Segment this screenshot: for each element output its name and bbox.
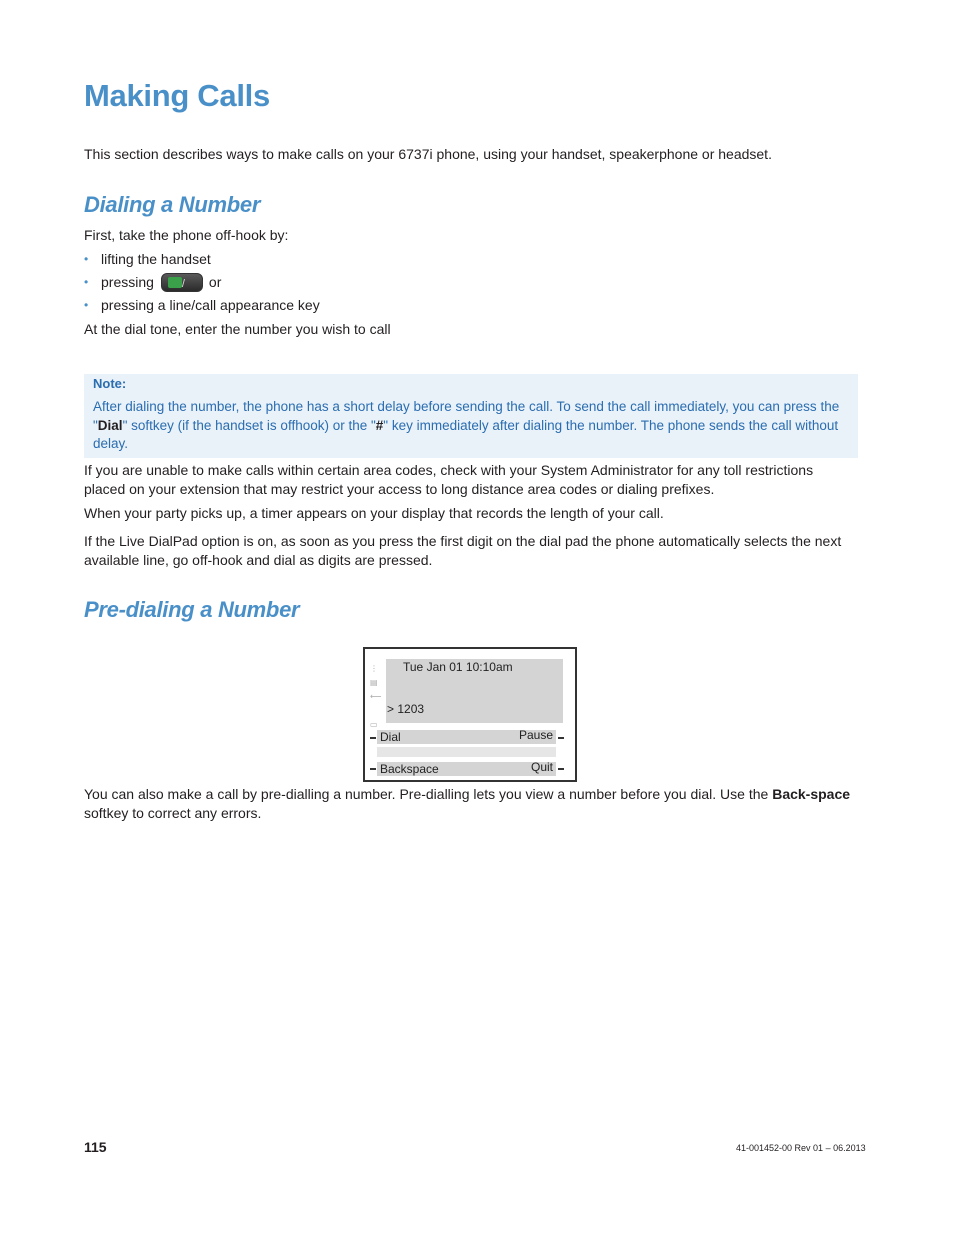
bullet-item bbox=[84, 250, 211, 269]
page-number: 115 bbox=[84, 1139, 107, 1155]
lcd-number: > 1203 bbox=[387, 702, 425, 716]
paragraph-timer: When your party picks up, a timer appears on your display that records the length of your call. bbox=[84, 505, 664, 521]
softkey-quit: Quit bbox=[530, 760, 553, 774]
paragraph-restrictions: If you are unable to make calls within certain area codes, check with your System Administrator for any toll restrictions placed on your extension that may restrict your access to long distance area codes or dialing prefixes. bbox=[84, 462, 814, 497]
lcd-date: Tue Jan 01 10:10am bbox=[403, 660, 513, 674]
bullet-item bbox=[84, 273, 221, 292]
screen-status-icons: ⋮ ▤ ⟵ ▭ bbox=[370, 664, 382, 729]
dialing-lead: First, take the phone off-hook by: bbox=[84, 227, 289, 243]
bullet-dot: • bbox=[84, 275, 89, 289]
bullet-dot: • bbox=[84, 298, 89, 312]
softkey-backspace: Backspace bbox=[380, 762, 439, 776]
softkey-row-1 bbox=[377, 730, 556, 744]
intro-text: This section describes ways to make calls on your 6737i phone, using your handset, speakerphone or headset. bbox=[84, 146, 772, 162]
bullet-text-or: or bbox=[208, 274, 222, 290]
bullet-text: pressing bbox=[101, 274, 154, 290]
section-heading-predialing: Pre-dialing a Number bbox=[84, 597, 300, 622]
revision-label: 41-001452-00 Rev 01 – 06.2013 bbox=[736, 1143, 866, 1153]
note-body: After dialing the number, the phone has a short delay before sending the call. To send the call immediately, you can press the "Dial" softkey (if the handset is offhook) or the "#" key immediately after dialing the number. The phone sends the call without delay. bbox=[93, 399, 840, 451]
phone-screen-image bbox=[363, 647, 577, 782]
speaker-key-icon: / bbox=[161, 273, 203, 292]
section-heading-dialing: Dialing a Number bbox=[84, 192, 261, 217]
softkey-dial: Dial bbox=[380, 730, 401, 744]
softkey-divider bbox=[377, 747, 556, 757]
softkey-row-2 bbox=[377, 762, 556, 776]
bullet-text: pressing a line/call appearance key bbox=[101, 297, 320, 313]
page-title: Making Calls bbox=[84, 78, 270, 113]
predial-paragraph: You can also make a call by pre-dialling a number. Pre-dialling lets you view a number before you dial. Use the Back-space softkey to correct any errors. bbox=[84, 786, 851, 821]
bullet-item bbox=[84, 296, 320, 315]
softkey-pause: Pause bbox=[518, 728, 553, 742]
paragraph-live-dialpad: If the Live DialPad option is on, as soon as you press the first digit on the dial pad the phone automatically selects the next available line, go off-hook and dial as digits are pressed. bbox=[84, 533, 842, 568]
bullet-text: lifting the handset bbox=[101, 251, 211, 267]
dialing-after: At the dial tone, enter the number you wish to call bbox=[84, 321, 391, 337]
bullet-dot: • bbox=[84, 252, 89, 266]
lcd-display bbox=[386, 659, 563, 723]
note-box bbox=[84, 374, 858, 458]
note-label: Note: bbox=[93, 376, 127, 391]
